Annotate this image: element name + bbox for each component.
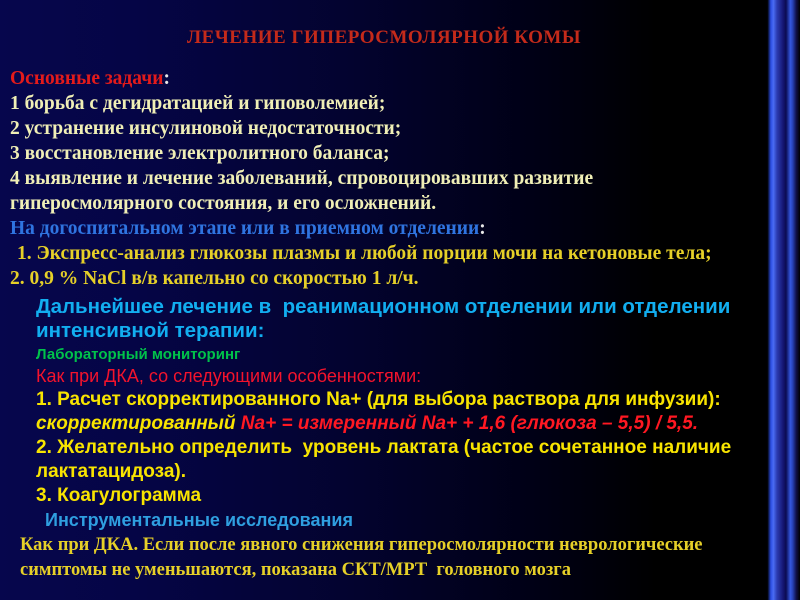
sodium-formula-line	[36, 412, 756, 436]
slide-content	[10, 25, 758, 583]
further-treatment-heading: Дальнейшее лечение в реанимационном отделении или отделении интенсивной терапии:	[36, 295, 737, 342]
right-edge-stripe	[763, 0, 800, 600]
prehospital-heading	[10, 216, 758, 241]
prehospital-item-2: 2. 0,9 % NaCl в/в капельно со скоростью 1 л/ч.	[10, 268, 419, 289]
further-item-1: 1. Расчет скорректированного Na+ (для выбора раствора для инфузии):	[36, 389, 721, 410]
further-item-3: 3. Коагулограмма	[36, 485, 202, 506]
ct-mri-note: Как при ДКА. Если после явного снижения гиперосмолярности неврологические симптомы не уменьшаются, показана СКТ/МРТ головного мозга	[20, 535, 708, 580]
main-task-item-4: 4 выявление и лечение заболеваний, спровоцировавших развитие гиперосмолярного состояния, и его осложнений.	[10, 168, 598, 214]
main-tasks-heading-text: Основные задачи	[10, 68, 164, 89]
main-task-item-2: 2 устранение инсулиновой недостаточности;	[10, 118, 402, 139]
slide-title: ЛЕЧЕНИЕ ГИПЕРОСМОЛЯРНОЙ КОМЫ	[187, 27, 581, 48]
prehospital-item-1: 1. Экспресс-анализ глюкозы плазмы и любой порции мочи на кетоновые тела;	[17, 243, 712, 264]
main-tasks-heading	[10, 66, 758, 91]
like-dka-note: Как при ДКА, со следующими особенностями:	[36, 366, 422, 386]
main-task-item-1: 1 борьба с дегидратацией и гиповолемией;	[10, 93, 386, 114]
prehospital-heading-colon: :	[479, 218, 486, 239]
prehospital-heading-text: На догоспитальном этапе или в приемном отделении	[10, 218, 480, 239]
further-treatment-block	[10, 295, 756, 532]
lab-monitoring-heading: Лабораторный мониторинг	[36, 346, 241, 363]
main-tasks-heading-colon: :	[163, 68, 170, 89]
formula-expression: Na+ = измеренный Na+ + 1,6 (глюкоза – 5,5) / 5,5.	[240, 413, 699, 434]
instrumental-heading: Инструментальные исследования	[45, 510, 353, 530]
further-item-2: 2. Желательно определить уровень лактата (частое сочетанное наличие лактатацидоза).	[36, 437, 737, 482]
main-task-item-3: 3 восстановление электролитного баланса;	[10, 143, 390, 164]
formula-label: скорректированный	[36, 413, 241, 434]
